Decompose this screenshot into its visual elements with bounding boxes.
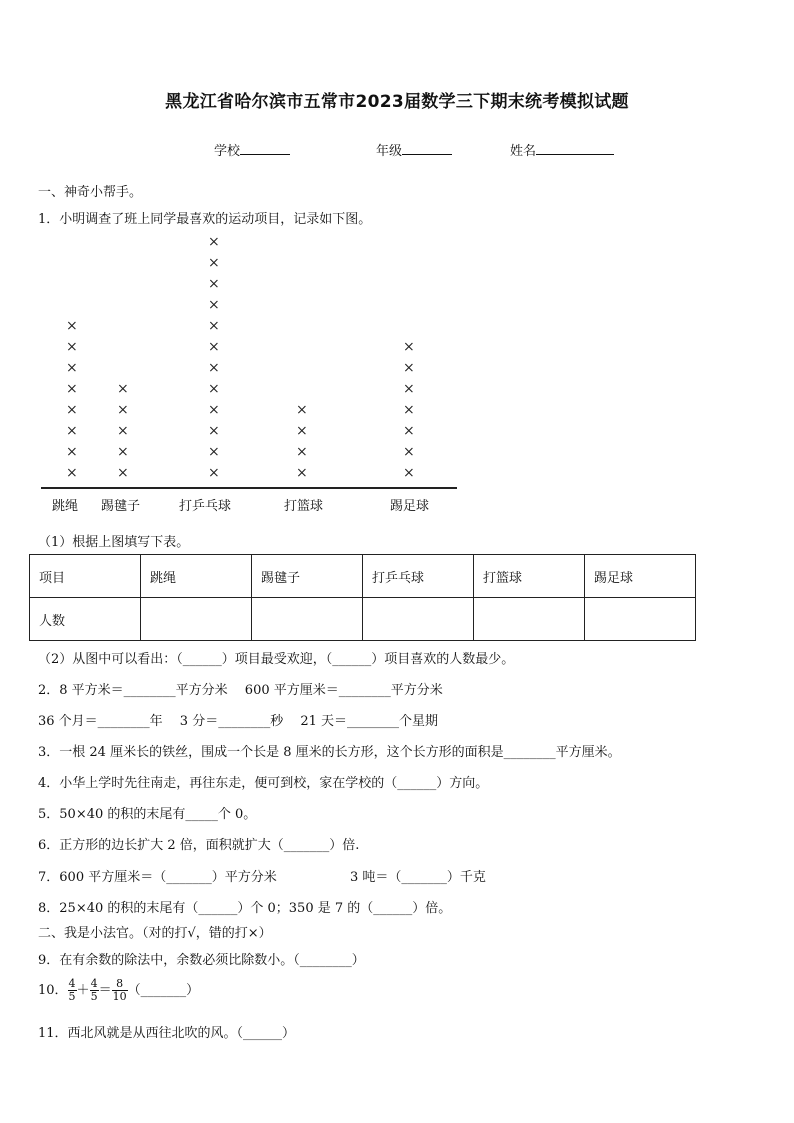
fraction-1-numerator: 4 (68, 977, 76, 990)
answer-table (29, 554, 696, 641)
tally-mark: × (403, 465, 415, 481)
tally-mark: × (208, 255, 220, 271)
chart-axis (41, 487, 457, 489)
tally-mark: × (117, 402, 129, 418)
tally-mark: × (403, 360, 415, 376)
school-blank[interactable] (240, 142, 290, 155)
tally-mark: × (208, 444, 220, 460)
question-8: 8．25×40 的积的末尾有（______）个 0；350 是 7 的（______）倍。 (38, 901, 452, 916)
tally-mark: × (403, 423, 415, 439)
tally-mark: × (208, 339, 220, 355)
school-field (214, 140, 290, 159)
tally-mark: × (208, 318, 220, 334)
question-11: 11．西北风就是从西往北吹的风。（______） (38, 1026, 296, 1041)
table-answer-cell[interactable] (585, 598, 696, 641)
grade-field (376, 140, 452, 159)
equals-sign: ＝ (98, 983, 112, 998)
question-7-part-b: 3 吨＝（_______）千克 (350, 870, 486, 885)
fraction-3-numerator: 8 (112, 978, 128, 991)
table-answer-cell[interactable] (474, 598, 585, 641)
table-header-cell: 踢毽子 (252, 555, 363, 598)
tally-mark: × (66, 402, 78, 418)
tally-mark: × (117, 381, 129, 397)
tally-mark: × (208, 402, 220, 418)
section-2-heading: 二、我是小法官。（对的打√，错的打×） (38, 926, 272, 941)
category-label: 踢毽子 (101, 499, 141, 514)
tally-mark: × (208, 423, 220, 439)
tally-mark: × (403, 402, 415, 418)
question-4: 4．小华上学时先往南走，再往东走，便可到校，家在学校的（______）方向。 (38, 776, 489, 791)
grade-blank[interactable] (402, 142, 452, 155)
section-1-heading: 一、神奇小帮手。 (38, 185, 143, 200)
table-answer-cell[interactable] (252, 598, 363, 641)
page-title: 黑龙江省哈尔滨市五常市2023届数学三下期末统考模拟试题 (165, 92, 629, 112)
tally-mark: × (296, 465, 308, 481)
category-label: 打篮球 (284, 499, 324, 514)
question-7-part-a: 7．600 平方厘米＝（_______）平方分米 (38, 870, 277, 885)
question-2-line-1: 2．8 平方米＝________平方分米 600 平方厘米＝________平方分米 (38, 683, 443, 698)
tally-mark: × (66, 360, 78, 376)
question-2-line-2: 36 个月＝________年 3 分＝________秒 21 天＝________个星期 (38, 714, 439, 729)
tally-mark: × (208, 297, 220, 313)
table-answer-cell[interactable] (141, 598, 252, 641)
table-row (30, 598, 696, 641)
question-1: 1．小明调查了班上同学最喜欢的运动项目，记录如下图。 (38, 212, 372, 227)
tally-mark: × (208, 465, 220, 481)
fraction-1 (68, 978, 77, 1003)
name-label: 姓名 (510, 144, 537, 159)
tally-mark: × (296, 423, 308, 439)
question-10-answer-blank[interactable]: （_______） (127, 983, 200, 998)
tally-mark: × (403, 444, 415, 460)
name-blank[interactable] (536, 142, 614, 155)
tally-mark: × (296, 402, 308, 418)
tally-mark: × (66, 423, 78, 439)
tally-mark: × (208, 381, 220, 397)
tally-mark: × (66, 444, 78, 460)
grade-label: 年级 (376, 144, 403, 159)
fraction-1-denominator: 5 (68, 990, 76, 1003)
question-10 (38, 978, 199, 1003)
fraction-2-numerator: 4 (90, 977, 98, 990)
question-6: 6．正方形的边长扩大 2 倍，面积就扩大（_______）倍. (38, 838, 360, 853)
question-1-part-1: （1）根据上图填写下表。 (38, 535, 190, 550)
table-header-row (30, 555, 696, 598)
tally-mark: × (66, 339, 78, 355)
tally-mark: × (403, 339, 415, 355)
category-label: 跳绳 (52, 499, 79, 514)
question-9: 9．在有余数的除法中，余数必须比除数小。（________） (38, 953, 365, 968)
table-answer-cell[interactable] (363, 598, 474, 641)
table-header-cell: 打乒乓球 (363, 555, 474, 598)
table-header-cell: 跳绳 (141, 555, 252, 598)
tally-mark: × (403, 381, 415, 397)
question-5: 5．50×40 的积的末尾有_____个 0。 (38, 807, 257, 822)
table-header-cell: 项目 (30, 555, 141, 598)
question-1-part-2: （2）从图中可以看出：（______）项目最受欢迎，（______）项目喜欢的人数最少。 (38, 652, 515, 667)
question-10-number: 10． (38, 983, 68, 998)
category-label: 打乒乓球 (179, 499, 232, 514)
tally-mark: × (66, 318, 78, 334)
tally-mark: × (117, 423, 129, 439)
plus-sign: ＋ (76, 983, 90, 998)
tally-mark: × (296, 444, 308, 460)
tally-mark: × (117, 444, 129, 460)
tally-mark: × (117, 465, 129, 481)
category-label: 踢足球 (390, 499, 430, 514)
tally-mark: × (66, 465, 78, 481)
fraction-2-denominator: 5 (90, 990, 98, 1003)
table-header-cell: 踢足球 (585, 555, 696, 598)
question-3: 3．一根 24 厘米长的铁丝，围成一个长是 8 厘米的长方形，这个长方形的面积是________平方厘米。 (38, 745, 621, 760)
fraction-3 (112, 978, 128, 1003)
fraction-3-denominator: 10 (112, 990, 127, 1003)
tally-mark: × (208, 360, 220, 376)
fraction-2 (90, 978, 99, 1003)
tally-mark: × (208, 276, 220, 292)
table-header-cell: 打篮球 (474, 555, 585, 598)
name-field (510, 140, 614, 159)
school-label: 学校 (214, 144, 241, 159)
tally-mark: × (208, 234, 220, 250)
tally-mark: × (66, 381, 78, 397)
table-row-label: 人数 (30, 598, 141, 641)
